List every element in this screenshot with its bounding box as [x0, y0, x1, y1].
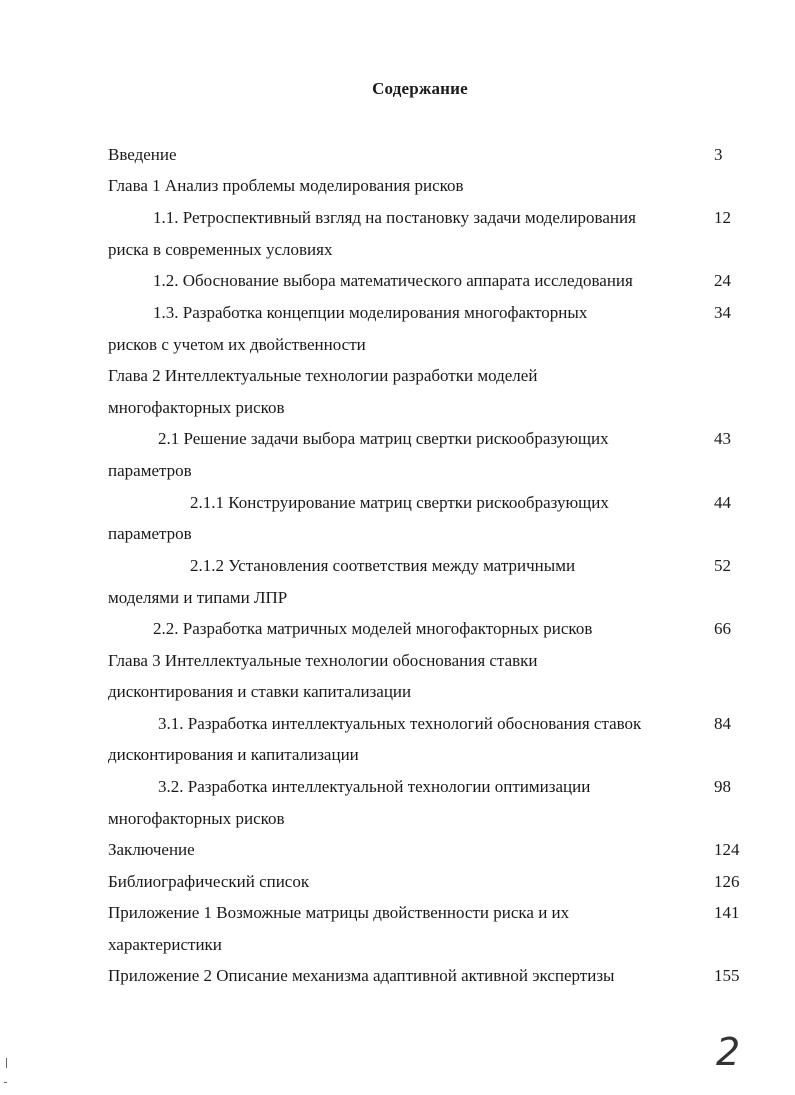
toc-page-num: 141: [714, 903, 740, 922]
page-title: Содержание: [372, 79, 468, 98]
toc-page-num: 126: [714, 872, 740, 891]
toc-entry-3-2-cont: многофакторных рисков: [108, 809, 285, 828]
toc-entry-3-2: 3.2. Разработка интеллектуальной технологии оптимизации: [158, 777, 591, 796]
scan-mark: [4, 1082, 7, 1083]
toc-entry-2-1-2: 2.1.2 Установления соответствия между матричными: [190, 556, 576, 575]
toc-entry-2-1-2-cont: моделями и типами ЛПР: [108, 588, 288, 607]
toc-page-num: 44: [714, 493, 731, 512]
toc-entry-chapter-2: Глава 2 Интеллектуальные технологии разработки моделей: [108, 366, 538, 385]
toc-page-num: 12: [714, 208, 731, 227]
toc-entry-1-3: 1.3. Разработка концепции моделирования многофакторных: [153, 303, 588, 322]
toc-entry-appendix-1: Приложение 1 Возможные матрицы двойственности риска и их: [108, 903, 570, 922]
toc-page-num: 3: [714, 145, 723, 164]
toc-page-num: 34: [714, 303, 731, 322]
toc-entry-1-1-cont: риска в современных условиях: [108, 240, 333, 259]
toc-entry-3-1: 3.1. Разработка интеллектуальных технологий обоснования ставок: [158, 714, 642, 733]
toc-page-num: 98: [714, 777, 731, 796]
toc-entry-chapter-2-cont: многофакторных рисков: [108, 398, 285, 417]
scan-mark: [6, 1058, 7, 1068]
toc-entry-1-1: 1.1. Ретроспективный взгляд на постановку задачи моделирования: [153, 208, 636, 227]
toc-entry-bibliography: Библиографический список: [108, 872, 310, 891]
toc-entry-3-1-cont: дисконтирования и капитализации: [108, 745, 359, 764]
toc-page-num: 84: [714, 714, 731, 733]
toc-entry-chapter-3-cont: дисконтирования и ставки капитализации: [108, 682, 412, 701]
toc-page-num: 66: [714, 619, 731, 638]
toc-entry-2-2: 2.2. Разработка матричных моделей многофакторных рисков: [153, 619, 593, 638]
toc-page-num: 155: [714, 966, 740, 985]
toc-page-num: 124: [714, 840, 740, 859]
toc-entry-2-1-cont: параметров: [108, 461, 192, 480]
toc-entry-conclusion: Заключение: [108, 840, 195, 859]
toc-entry-chapter-3: Глава 3 Интеллектуальные технологии обоснования ставки: [108, 651, 538, 670]
handwritten-page-number: 2: [716, 1030, 741, 1074]
toc-entry-appendix-2: Приложение 2 Описание механизма адаптивной активной экспертизы: [108, 966, 615, 985]
toc-page-num: 43: [714, 429, 731, 448]
toc-entry-chapter-1: Глава 1 Анализ проблемы моделирования рисков: [108, 176, 464, 195]
toc-page-num: 24: [714, 271, 731, 290]
toc-entry-2-1: 2.1 Решение задачи выбора матриц свертки рискообразующих: [158, 429, 609, 448]
toc-entry-appendix-1-cont: характеристики: [108, 935, 222, 954]
toc-page-num: 52: [714, 556, 731, 575]
toc-entry-2-1-1: 2.1.1 Конструирование матриц свертки рискообразующих: [190, 493, 609, 512]
toc-entry-1-2: 1.2. Обоснование выбора математического аппарата исследования: [153, 271, 633, 290]
toc-entry-2-1-1-cont: параметров: [108, 524, 192, 543]
toc-entry-intro: Введение: [108, 145, 177, 164]
toc-entry-1-3-cont: рисков с учетом их двойственности: [108, 335, 366, 354]
